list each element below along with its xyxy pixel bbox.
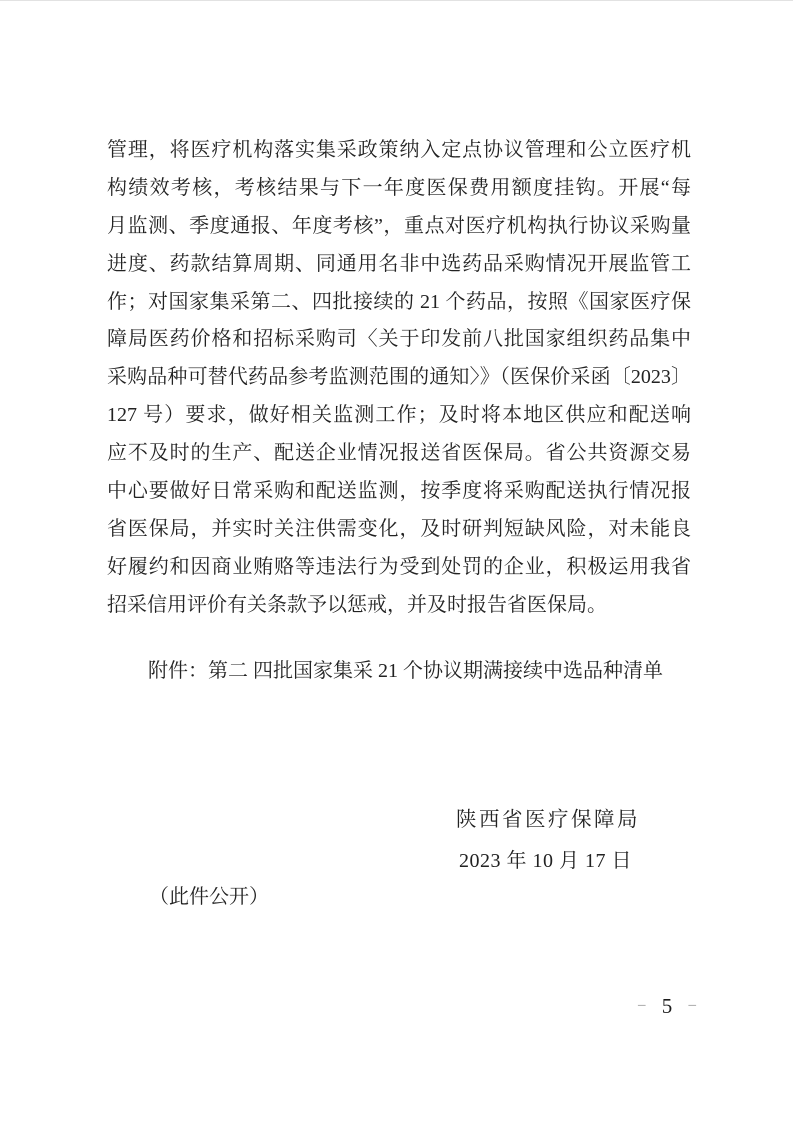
body-text-line: 月监测、季度通报、年度考核”，重点对医疗机构执行协议采购量	[107, 214, 691, 237]
body-text-line: 中心要做好日常采购和配送监测，按季度将采购配送执行情况报	[107, 480, 691, 503]
body-text-line: 进度、药款结算周期、同通用名非中选药品采购情况开展监管工	[107, 252, 691, 275]
disclosure-note: （此件公开）	[149, 886, 269, 908]
page-number-dash-left: –	[638, 997, 646, 1013]
document-body	[107, 132, 691, 625]
body-text-line: 招采信用评价有关条款予以惩戒，并及时报告省医保局。	[107, 593, 607, 616]
body-text-line: 应不及时的生产、配送企业情况报送省医保局。省公共资源交易	[107, 442, 691, 465]
body-text-line: 采购品种可替代药品参考监测范围的通知〉》（医保价采函〔2023〕	[107, 366, 691, 389]
issuer-signature: 陕西省医疗保障局	[456, 809, 640, 831]
body-text-line: 好履约和因商业贿赂等违法行为受到处罚的企业，积极运用我省	[107, 555, 691, 578]
body-text-line: 127 号）要求，做好相关监测工作；及时将本地区供应和配送响	[107, 404, 691, 427]
body-text-line: 障局医药价格和招标采购司〈关于印发前八批国家组织药品集中	[107, 328, 691, 351]
page-number-value: 5	[661, 994, 673, 1018]
body-text-line: 构绩效考核，考核结果与下一年度医保费用额度挂钩。开展“每	[107, 176, 691, 199]
body-text-line: 作；对国家集采第二、四批接续的 21 个药品，按照《国家医疗保	[107, 290, 691, 313]
page-number	[638, 994, 696, 1019]
issue-date: 2023 年 10 月 17 日	[459, 850, 632, 872]
body-text-line: 省医保局，并实时关注供需变化，及时研判短缺风险，对未能良	[107, 517, 691, 540]
attachment-line: 附件：第二 四批国家集采 21 个协议期满接续中选品种清单	[148, 660, 663, 682]
page-number-dash-right: –	[688, 997, 696, 1013]
body-text-line: 管理，将医疗机构落实集采政策纳入定点协议管理和公立医疗机	[107, 139, 691, 161]
